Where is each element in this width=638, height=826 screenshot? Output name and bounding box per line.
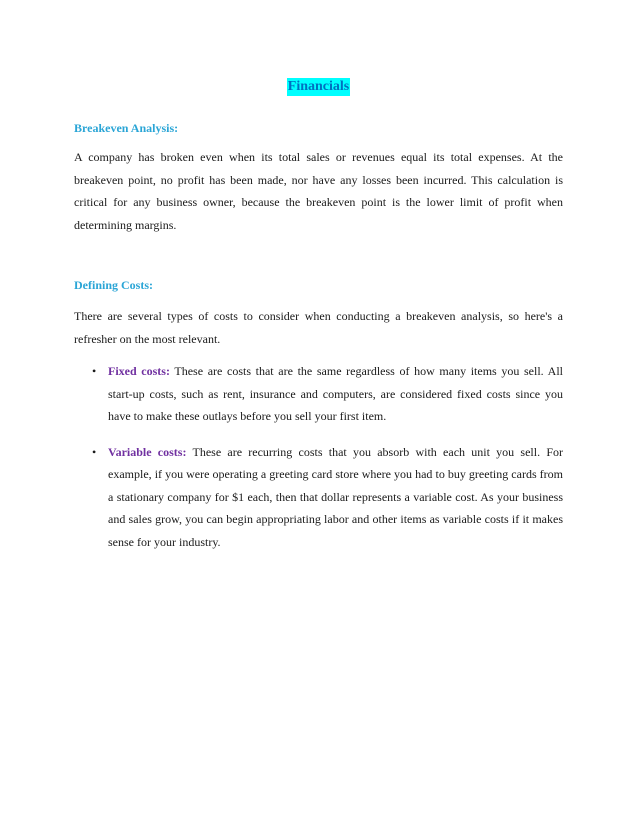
definition-variable-costs: These are recurring costs that you absorb with each unit you sell. For example, if you were operating a greeting card store where you had to buy greeting cards from a stationary company for $1 each, then that dollar represents a variable cost. As your business and sales grow, you can begin appropriating labor and other items as variable costs if it makes sense for your industry. xyxy=(108,444,564,549)
defining-costs-paragraph: There are several types of costs to consider when conducting a breakeven analysis, so here's a refresher on the most relevant. xyxy=(74,309,563,346)
section-heading-defining-costs: Defining Costs: xyxy=(74,278,154,292)
term-variable-costs: Variable costs: xyxy=(108,444,187,459)
title-container xyxy=(74,77,563,96)
list-item-variable-costs xyxy=(74,441,563,554)
bullet-icon: • xyxy=(92,444,97,459)
list-item-fixed-costs xyxy=(74,360,563,428)
term-fixed-costs: Fixed costs: xyxy=(108,364,170,378)
breakeven-paragraph: A company has broken even when its total sales or revenues equal its total expenses. At the breakeven point, no profit has been made, nor have any losses been incurred. This calculation is critical for any business owner, because the breakeven point is the lower limit of profit when determining margins. xyxy=(74,150,563,232)
bullet-icon: • xyxy=(92,364,97,378)
section-heading-breakeven: Breakeven Analysis: xyxy=(74,121,179,135)
costs-bullet-list xyxy=(74,360,563,553)
page-title: Financials xyxy=(287,79,350,94)
definition-fixed-costs: These are costs that are the same regardless of how many items you sell. All start-up costs, such as rent, insurance and computers, are considered fixed costs since you have to make these outlays before you sell your first item. xyxy=(108,364,563,423)
